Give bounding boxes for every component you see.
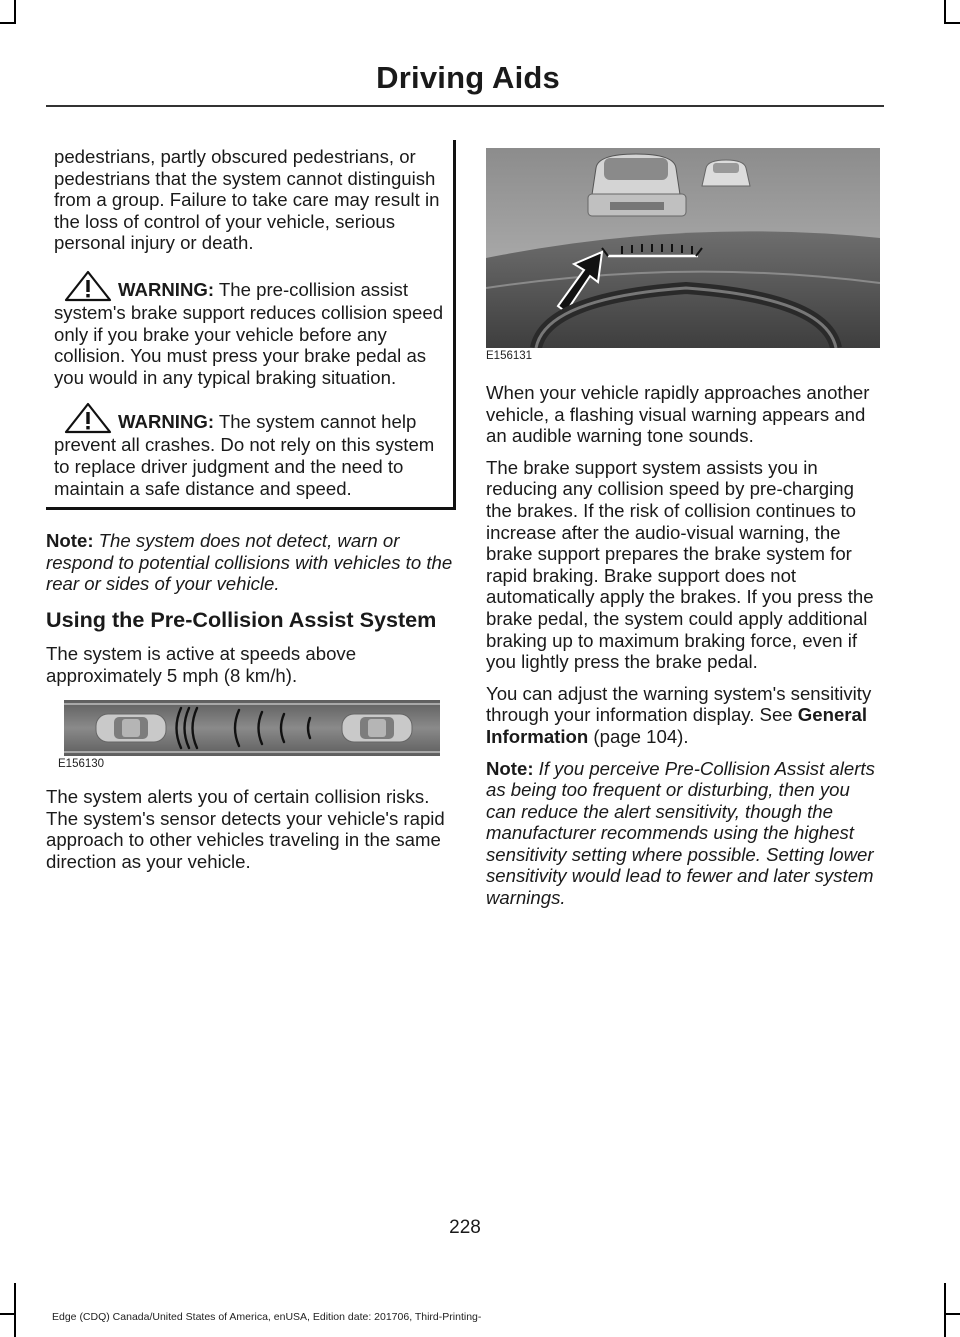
warning-triangle-icon <box>64 402 112 434</box>
crop-mark <box>944 22 960 24</box>
crop-mark <box>944 0 946 24</box>
warning-text: The pre-collision assist system's brake support reduces collision speed only if you brake your vehicle before any collision. You must press your brake pedal as you would in any typical braking situation. <box>54 278 444 388</box>
crop-mark <box>944 1283 946 1337</box>
warning-intro-text: pedestrians, partly obscured pedestrians, or pedestrians that the system cannot distinguish from a group. Failure to take care may result in the loss of control of your vehicle, serious personal injury or death. <box>54 146 440 254</box>
paragraph-flashing-warning: When your vehicle rapidly approaches another vehicle, a flashing visual warning appears and an audible warning tone sounds. <box>486 382 870 447</box>
page-title: Driving Aids <box>376 60 560 95</box>
section-heading: Using the Pre-Collision Assist System <box>46 606 437 632</box>
note-label: Note: <box>486 757 534 779</box>
warning-triangle-icon <box>64 270 112 302</box>
distant-car-icon <box>702 160 750 186</box>
crop-mark <box>0 1313 15 1315</box>
crop-mark <box>0 22 15 24</box>
note-paragraph <box>46 530 456 595</box>
paragraph-alerts: The system alerts you of certain collision risks. The system's sensor detects your vehicle's rapid approach to other vehicles traveling in the same direction as your vehicle. <box>46 786 445 872</box>
crop-mark <box>944 1313 960 1315</box>
warning-box <box>46 140 456 510</box>
right-column <box>486 148 880 919</box>
lead-car-icon <box>342 714 412 742</box>
own-car-icon <box>96 714 166 742</box>
warning-label: WARNING: <box>118 411 215 433</box>
warning-text: The system cannot help prevent all crashes. Do not rely on this system to replace driver judgment and the need to maintain a safe distance and speed. <box>54 411 435 499</box>
page-number: 228 <box>449 1217 481 1238</box>
vehicle-approach-illustration <box>64 700 440 756</box>
adjust-text: You can adjust the warning system's sensitivity through your information display. See <box>486 682 872 726</box>
warning-label: WARNING: <box>118 278 215 300</box>
paragraph-brake-support: The brake support system assists you in reducing any collision speed by pre-charging the brakes. If the risk of collision continues to increase after the audio-visual warning, the brake support prepares the brake system for rapid braking. Brake support does not automatically apply the brakes. If you press the brake pedal, the system could apply additional braking up to maximum braking force, even if you lightly press the brake pedal. <box>486 456 874 673</box>
paragraph-adjust-sensitivity <box>486 683 880 748</box>
warning-paragraph-1 <box>54 270 445 388</box>
left-column <box>46 140 456 882</box>
note-label: Note: <box>46 530 94 552</box>
warning-paragraph-2 <box>54 402 445 499</box>
figure-code: E156130 <box>58 758 105 771</box>
edition-info: Edge (CDQ) Canada/United States of America, enUSA, Edition date: 201706, Third-Printing- <box>52 1311 482 1323</box>
windshield-warning-illustration <box>486 148 880 348</box>
lead-car-icon <box>588 154 686 216</box>
figure-code: E156131 <box>486 350 533 362</box>
note-text: The system does not detect, warn or respond to potential collisions with vehicles to the rear or sides of your vehicle. <box>46 530 453 595</box>
note-text: If you perceive Pre-Collision Assist alerts as being too frequent or disturbing, then you can reduce the alert sensitivity, though the manufacturer recommends using the highest sensitivity setting where possible. Setting lower sensitivity would lead to fewer and later system warnings. <box>486 757 875 909</box>
figure-vehicle-approach <box>46 700 456 770</box>
header-rule <box>46 105 884 107</box>
crop-mark <box>14 1283 16 1337</box>
paragraph-active-speed: The system is active at speeds above approximately 5 mph (8 km/h). <box>46 642 357 686</box>
general-information-link[interactable]: General Information <box>486 704 868 747</box>
adjust-page-ref: (page 104). <box>588 725 689 747</box>
figure-windshield-warning <box>486 148 880 362</box>
note-paragraph <box>486 758 880 909</box>
crop-mark <box>14 0 16 24</box>
